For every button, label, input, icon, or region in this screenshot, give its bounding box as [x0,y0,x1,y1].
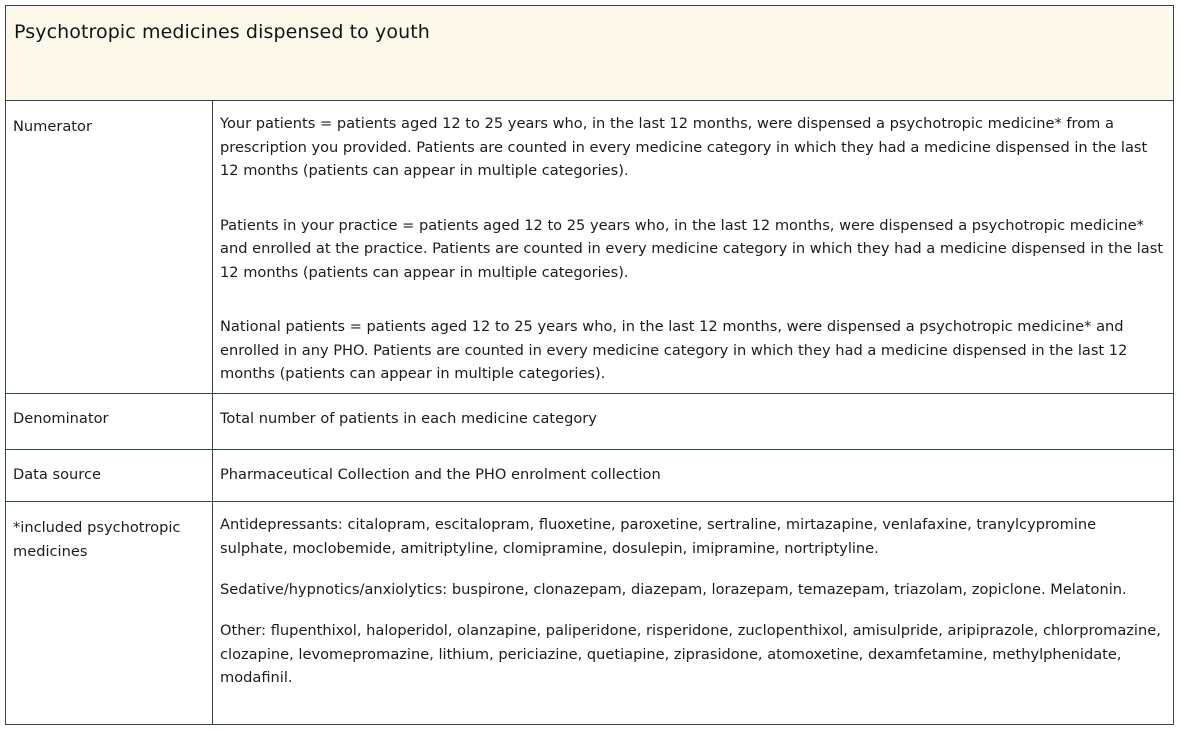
other-medicines-list: Other: flupenthixol, haloperidol, olanzapine, paliperidone, risperidone, zuclopenthixol, amisulpride, aripiprazole, chlorpromazine, clozapine, levomepromazine, lithium, periciazine, quetiapine, ziprasidone, atomoxetine, dexamfetamine, methylphenidate, modafinil. [220,622,1161,686]
denominator-label: Denominator [6,394,213,449]
sedatives-list: Sedative/hypnotics/anxiolytics: buspirone, clonazepam, diazepam, lorazepam, temazepam, triazolam, zopiclone. Melatonin. [220,581,1127,598]
table-row-numerator [6,101,1173,394]
antidepressants-list: Antidepressants: citalopram, escitalopram, fluoxetine, paroxetine, sertraline, mirtazapine, venlafaxine, tranylcypromine sulphate, moclobemide, amitriptyline, clomipramine, dosulepin, imipramine, nortriptyline. [220,516,1097,557]
denominator-content: Total number of patients in each medicine category [220,410,597,427]
table-row-included-medicines [6,502,1173,724]
numerator-label: Numerator [6,101,213,393]
indicator-definition-table [5,5,1174,725]
table-row-denominator [6,394,1173,450]
table-title: Psychotropic medicines dispensed to youth [14,21,430,43]
numerator-practice-patients: Patients in your practice = patients aged 12 to 25 years who, in the last 12 months, were dispensed a psychotropic medicine* and enrolled at the practice. Patients are counted in every medicine category in which they had a medicine dispensed in the last 12 months (patients can appear in multiple categories). [220,216,1164,281]
numerator-content [213,101,1173,393]
included-medicines-content [213,502,1173,724]
data-source-content: Pharmaceutical Collection and the PHO enrolment collection [220,466,661,483]
data-source-label: Data source [6,450,213,501]
table-header [6,6,1173,101]
table-row-data-source [6,450,1173,502]
numerator-national-patients: National patients = patients aged 12 to 25 years who, in the last 12 months, were dispensed a psychotropic medicine* and enrolled in any PHO. Patients are counted in every medicine category in which they had a medicine dispensed in the last 12 months (patients can appear in multiple categories). [220,318,1128,382]
included-medicines-label: *included psychotropic medicines [6,502,213,724]
numerator-your-patients: Your patients = patients aged 12 to 25 years who, in the last 12 months, were dispensed a psychotropic medicine* from a prescription you provided. Patients are counted in every medicine category in which they had a medicine dispensed in the last 12 months (patients can appear in multiple categories). [220,115,1148,179]
